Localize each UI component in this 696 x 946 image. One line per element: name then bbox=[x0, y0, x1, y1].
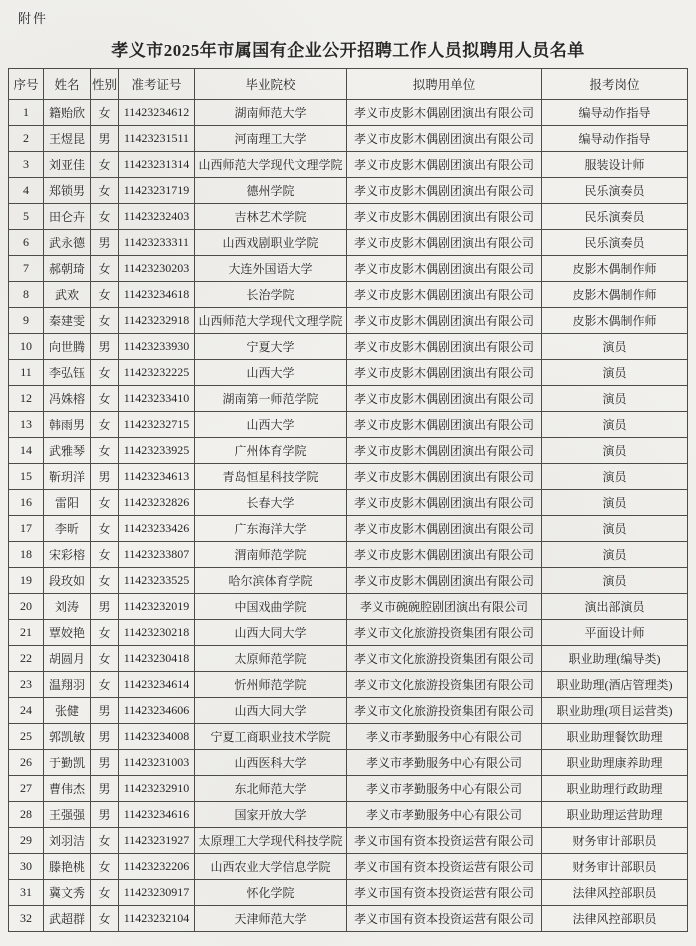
cell-school: 湖南师范大学 bbox=[195, 100, 347, 126]
cell-name: 胡圆月 bbox=[44, 646, 91, 672]
cell-no: 15 bbox=[9, 464, 44, 490]
cell-gender: 男 bbox=[91, 334, 119, 360]
cell-no: 18 bbox=[9, 542, 44, 568]
cell-exam-id: 11423232225 bbox=[119, 360, 195, 386]
cell-unit: 孝义市皮影木偶剧团演出有限公司 bbox=[347, 516, 542, 542]
cell-unit: 孝义市皮影木偶剧团演出有限公司 bbox=[347, 308, 542, 334]
cell-no: 7 bbox=[9, 256, 44, 282]
cell-school: 大连外国语大学 bbox=[195, 256, 347, 282]
cell-no: 24 bbox=[9, 698, 44, 724]
table-row bbox=[9, 490, 688, 516]
cell-position: 法律风控部职员 bbox=[542, 906, 688, 932]
cell-school: 山西大同大学 bbox=[195, 620, 347, 646]
cell-name: 雷阳 bbox=[44, 490, 91, 516]
table-row bbox=[9, 854, 688, 880]
cell-position: 职业助理行政助理 bbox=[542, 776, 688, 802]
cell-position: 演员 bbox=[542, 360, 688, 386]
table-row bbox=[9, 646, 688, 672]
cell-unit: 孝义市皮影木偶剧团演出有限公司 bbox=[347, 126, 542, 152]
cell-gender: 女 bbox=[91, 854, 119, 880]
cell-no: 23 bbox=[9, 672, 44, 698]
cell-exam-id: 11423230203 bbox=[119, 256, 195, 282]
cell-exam-id: 11423232715 bbox=[119, 412, 195, 438]
cell-unit: 孝义市皮影木偶剧团演出有限公司 bbox=[347, 360, 542, 386]
table-row bbox=[9, 438, 688, 464]
cell-unit: 孝义市皮影木偶剧团演出有限公司 bbox=[347, 100, 542, 126]
cell-position: 编导动作指导 bbox=[542, 126, 688, 152]
cell-gender: 女 bbox=[91, 282, 119, 308]
cell-school: 中国戏曲学院 bbox=[195, 594, 347, 620]
cell-school: 哈尔滨体育学院 bbox=[195, 568, 347, 594]
cell-unit: 孝义市皮影木偶剧团演出有限公司 bbox=[347, 152, 542, 178]
cell-exam-id: 11423234616 bbox=[119, 802, 195, 828]
table-row bbox=[9, 178, 688, 204]
cell-position: 演员 bbox=[542, 516, 688, 542]
cell-school: 长春大学 bbox=[195, 490, 347, 516]
cell-unit: 孝义市文化旅游投资集团有限公司 bbox=[347, 672, 542, 698]
column-header-name: 姓名 bbox=[44, 69, 91, 100]
cell-unit: 孝义市皮影木偶剧团演出有限公司 bbox=[347, 464, 542, 490]
page-title: 孝义市2025年市属国有企业公开招聘工作人员拟聘用人员名单 bbox=[111, 41, 585, 60]
cell-position: 平面设计师 bbox=[542, 620, 688, 646]
cell-position: 民乐演奏员 bbox=[542, 230, 688, 256]
cell-gender: 女 bbox=[91, 386, 119, 412]
cell-name: 武永德 bbox=[44, 230, 91, 256]
cell-unit: 孝义市皮影木偶剧团演出有限公司 bbox=[347, 178, 542, 204]
column-header-position: 报考岗位 bbox=[542, 69, 688, 100]
cell-exam-id: 11423231314 bbox=[119, 152, 195, 178]
table-row bbox=[9, 256, 688, 282]
cell-unit: 孝义市皮影木偶剧团演出有限公司 bbox=[347, 282, 542, 308]
cell-exam-id: 11423233426 bbox=[119, 516, 195, 542]
table-row bbox=[9, 906, 688, 932]
cell-exam-id: 11423233311 bbox=[119, 230, 195, 256]
cell-no: 8 bbox=[9, 282, 44, 308]
cell-unit: 孝义市文化旅游投资集团有限公司 bbox=[347, 698, 542, 724]
cell-no: 9 bbox=[9, 308, 44, 334]
cell-gender: 女 bbox=[91, 360, 119, 386]
cell-exam-id: 11423233807 bbox=[119, 542, 195, 568]
cell-school: 吉林艺术学院 bbox=[195, 204, 347, 230]
cell-gender: 女 bbox=[91, 490, 119, 516]
cell-school: 天津师范大学 bbox=[195, 906, 347, 932]
cell-position: 民乐演奏员 bbox=[542, 178, 688, 204]
cell-name: 刘羽洁 bbox=[44, 828, 91, 854]
cell-school: 湖南第一师范学院 bbox=[195, 386, 347, 412]
cell-no: 28 bbox=[9, 802, 44, 828]
cell-exam-id: 11423230917 bbox=[119, 880, 195, 906]
cell-name: 曹伟杰 bbox=[44, 776, 91, 802]
cell-position: 财务审计部职员 bbox=[542, 854, 688, 880]
cell-unit: 孝义市皮影木偶剧团演出有限公司 bbox=[347, 412, 542, 438]
cell-gender: 女 bbox=[91, 672, 119, 698]
cell-exam-id: 11423232403 bbox=[119, 204, 195, 230]
cell-gender: 男 bbox=[91, 776, 119, 802]
cell-gender: 男 bbox=[91, 126, 119, 152]
cell-position: 皮影木偶制作师 bbox=[542, 308, 688, 334]
cell-unit: 孝义市皮影木偶剧团演出有限公司 bbox=[347, 490, 542, 516]
cell-exam-id: 11423232910 bbox=[119, 776, 195, 802]
cell-school: 广东海洋大学 bbox=[195, 516, 347, 542]
cell-unit: 孝义市皮影木偶剧团演出有限公司 bbox=[347, 230, 542, 256]
cell-gender: 女 bbox=[91, 308, 119, 334]
cell-no: 21 bbox=[9, 620, 44, 646]
cell-unit: 孝义市文化旅游投资集团有限公司 bbox=[347, 620, 542, 646]
cell-unit: 孝义市孝勤服务中心有限公司 bbox=[347, 802, 542, 828]
cell-unit: 孝义市皮影木偶剧团演出有限公司 bbox=[347, 256, 542, 282]
cell-no: 10 bbox=[9, 334, 44, 360]
cell-exam-id: 11423232206 bbox=[119, 854, 195, 880]
cell-gender: 女 bbox=[91, 412, 119, 438]
column-header-exam-id: 准考证号 bbox=[119, 69, 195, 100]
cell-position: 皮影木偶制作师 bbox=[542, 282, 688, 308]
cell-exam-id: 11423230218 bbox=[119, 620, 195, 646]
cell-position: 法律风控部职员 bbox=[542, 880, 688, 906]
cell-unit: 孝义市孝勤服务中心有限公司 bbox=[347, 776, 542, 802]
cell-name: 刘涛 bbox=[44, 594, 91, 620]
cell-school: 太原理工大学现代科技学院 bbox=[195, 828, 347, 854]
cell-name: 郝朝琦 bbox=[44, 256, 91, 282]
cell-position: 职业助理运营助理 bbox=[542, 802, 688, 828]
table-row bbox=[9, 308, 688, 334]
cell-school: 怀化学院 bbox=[195, 880, 347, 906]
cell-name: 李弘钰 bbox=[44, 360, 91, 386]
table-row bbox=[9, 334, 688, 360]
cell-position: 编导动作指导 bbox=[542, 100, 688, 126]
cell-name: 滕艳桃 bbox=[44, 854, 91, 880]
cell-exam-id: 11423234613 bbox=[119, 464, 195, 490]
cell-exam-id: 11423234008 bbox=[119, 724, 195, 750]
cell-exam-id: 11423231719 bbox=[119, 178, 195, 204]
table-header bbox=[9, 69, 688, 100]
cell-no: 22 bbox=[9, 646, 44, 672]
cell-no: 25 bbox=[9, 724, 44, 750]
table-row bbox=[9, 698, 688, 724]
cell-school: 山西大学 bbox=[195, 360, 347, 386]
cell-name: 冯姝榕 bbox=[44, 386, 91, 412]
cell-gender: 女 bbox=[91, 620, 119, 646]
cell-gender: 女 bbox=[91, 204, 119, 230]
cell-school: 河南理工大学 bbox=[195, 126, 347, 152]
cell-position: 职业助理(项目运营类) bbox=[542, 698, 688, 724]
table-row bbox=[9, 204, 688, 230]
cell-school: 长治学院 bbox=[195, 282, 347, 308]
cell-no: 1 bbox=[9, 100, 44, 126]
column-header-no: 序号 bbox=[9, 69, 44, 100]
cell-name: 王强强 bbox=[44, 802, 91, 828]
cell-no: 12 bbox=[9, 386, 44, 412]
cell-exam-id: 11423233925 bbox=[119, 438, 195, 464]
cell-school: 山西师范大学现代文理学院 bbox=[195, 308, 347, 334]
cell-unit: 孝义市皮影木偶剧团演出有限公司 bbox=[347, 386, 542, 412]
table-row bbox=[9, 620, 688, 646]
cell-gender: 男 bbox=[91, 698, 119, 724]
cell-position: 演出部演员 bbox=[542, 594, 688, 620]
cell-name: 武欢 bbox=[44, 282, 91, 308]
cell-unit: 孝义市皮影木偶剧团演出有限公司 bbox=[347, 334, 542, 360]
table-row bbox=[9, 126, 688, 152]
cell-gender: 男 bbox=[91, 230, 119, 256]
cell-gender: 女 bbox=[91, 880, 119, 906]
cell-exam-id: 11423231003 bbox=[119, 750, 195, 776]
cell-school: 宁夏大学 bbox=[195, 334, 347, 360]
cell-exam-id: 11423230418 bbox=[119, 646, 195, 672]
cell-no: 32 bbox=[9, 906, 44, 932]
cell-name: 于勤凯 bbox=[44, 750, 91, 776]
cell-exam-id: 11423233410 bbox=[119, 386, 195, 412]
cell-school: 青岛恒星科技学院 bbox=[195, 464, 347, 490]
table-row bbox=[9, 360, 688, 386]
table-row bbox=[9, 776, 688, 802]
cell-exam-id: 11423233525 bbox=[119, 568, 195, 594]
cell-name: 秦建雯 bbox=[44, 308, 91, 334]
table-row bbox=[9, 516, 688, 542]
cell-gender: 女 bbox=[91, 646, 119, 672]
cell-exam-id: 11423233930 bbox=[119, 334, 195, 360]
cell-no: 2 bbox=[9, 126, 44, 152]
cell-no: 13 bbox=[9, 412, 44, 438]
cell-no: 31 bbox=[9, 880, 44, 906]
cell-unit: 孝义市国有资本投资运营有限公司 bbox=[347, 880, 542, 906]
cell-no: 4 bbox=[9, 178, 44, 204]
cell-no: 19 bbox=[9, 568, 44, 594]
cell-no: 14 bbox=[9, 438, 44, 464]
cell-unit: 孝义市碗碗腔剧团演出有限公司 bbox=[347, 594, 542, 620]
cell-school: 宁夏工商职业技术学院 bbox=[195, 724, 347, 750]
cell-school: 山西戏剧职业学院 bbox=[195, 230, 347, 256]
cell-exam-id: 11423234614 bbox=[119, 672, 195, 698]
table-row bbox=[9, 802, 688, 828]
cell-gender: 女 bbox=[91, 906, 119, 932]
cell-school: 山西农业大学信息学院 bbox=[195, 854, 347, 880]
cell-unit: 孝义市皮影木偶剧团演出有限公司 bbox=[347, 542, 542, 568]
cell-position: 演员 bbox=[542, 438, 688, 464]
cell-name: 郭凯敏 bbox=[44, 724, 91, 750]
cell-name: 向世腾 bbox=[44, 334, 91, 360]
cell-gender: 男 bbox=[91, 594, 119, 620]
table-row bbox=[9, 880, 688, 906]
cell-school: 山西医科大学 bbox=[195, 750, 347, 776]
cell-unit: 孝义市国有资本投资运营有限公司 bbox=[347, 906, 542, 932]
table-row bbox=[9, 672, 688, 698]
cell-unit: 孝义市文化旅游投资集团有限公司 bbox=[347, 646, 542, 672]
table-row bbox=[9, 568, 688, 594]
cell-name: 韩雨男 bbox=[44, 412, 91, 438]
cell-position: 皮影木偶制作师 bbox=[542, 256, 688, 282]
table-row bbox=[9, 594, 688, 620]
table-row bbox=[9, 412, 688, 438]
cell-no: 20 bbox=[9, 594, 44, 620]
cell-position: 服装设计师 bbox=[542, 152, 688, 178]
cell-name: 武超群 bbox=[44, 906, 91, 932]
cell-no: 30 bbox=[9, 854, 44, 880]
cell-name: 温翔羽 bbox=[44, 672, 91, 698]
cell-unit: 孝义市孝勤服务中心有限公司 bbox=[347, 724, 542, 750]
cell-school: 忻州师范学院 bbox=[195, 672, 347, 698]
cell-no: 5 bbox=[9, 204, 44, 230]
table-body bbox=[9, 100, 688, 932]
cell-name: 刘亚佳 bbox=[44, 152, 91, 178]
cell-gender: 男 bbox=[91, 802, 119, 828]
cell-unit: 孝义市皮影木偶剧团演出有限公司 bbox=[347, 204, 542, 230]
cell-exam-id: 11423234612 bbox=[119, 100, 195, 126]
cell-position: 演员 bbox=[542, 334, 688, 360]
cell-name: 王煜昆 bbox=[44, 126, 91, 152]
cell-exam-id: 11423232918 bbox=[119, 308, 195, 334]
cell-position: 职业助理(编导类) bbox=[542, 646, 688, 672]
cell-no: 16 bbox=[9, 490, 44, 516]
cell-exam-id: 11423232104 bbox=[119, 906, 195, 932]
cell-name: 郑锁男 bbox=[44, 178, 91, 204]
cell-name: 宋彩榕 bbox=[44, 542, 91, 568]
column-header-school: 毕业院校 bbox=[195, 69, 347, 100]
cell-gender: 女 bbox=[91, 256, 119, 282]
cell-school: 广州体育学院 bbox=[195, 438, 347, 464]
cell-no: 11 bbox=[9, 360, 44, 386]
cell-gender: 女 bbox=[91, 542, 119, 568]
cell-position: 演员 bbox=[542, 412, 688, 438]
table-row bbox=[9, 152, 688, 178]
cell-position: 职业助理餐饮助理 bbox=[542, 724, 688, 750]
cell-no: 26 bbox=[9, 750, 44, 776]
table-row bbox=[9, 542, 688, 568]
cell-no: 3 bbox=[9, 152, 44, 178]
cell-position: 职业助理(酒店管理类) bbox=[542, 672, 688, 698]
table-row bbox=[9, 230, 688, 256]
cell-exam-id: 11423231511 bbox=[119, 126, 195, 152]
cell-exam-id: 11423232826 bbox=[119, 490, 195, 516]
cell-gender: 男 bbox=[91, 750, 119, 776]
cell-exam-id: 11423231927 bbox=[119, 828, 195, 854]
cell-position: 民乐演奏员 bbox=[542, 204, 688, 230]
cell-name: 武雅琴 bbox=[44, 438, 91, 464]
cell-school: 东北师范大学 bbox=[195, 776, 347, 802]
cell-name: 田仑卉 bbox=[44, 204, 91, 230]
cell-name: 冀文秀 bbox=[44, 880, 91, 906]
cell-no: 6 bbox=[9, 230, 44, 256]
cell-gender: 女 bbox=[91, 178, 119, 204]
table-row bbox=[9, 750, 688, 776]
cell-unit: 孝义市皮影木偶剧团演出有限公司 bbox=[347, 438, 542, 464]
cell-gender: 女 bbox=[91, 100, 119, 126]
cell-school: 渭南师范学院 bbox=[195, 542, 347, 568]
cell-school: 太原师范学院 bbox=[195, 646, 347, 672]
column-header-gender: 性别 bbox=[91, 69, 119, 100]
cell-gender: 女 bbox=[91, 152, 119, 178]
cell-name: 张健 bbox=[44, 698, 91, 724]
column-header-unit: 拟聘用单位 bbox=[347, 69, 542, 100]
cell-no: 17 bbox=[9, 516, 44, 542]
cell-school: 山西大同大学 bbox=[195, 698, 347, 724]
cell-gender: 女 bbox=[91, 828, 119, 854]
table-row bbox=[9, 828, 688, 854]
cell-school: 德州学院 bbox=[195, 178, 347, 204]
cell-no: 29 bbox=[9, 828, 44, 854]
cell-no: 27 bbox=[9, 776, 44, 802]
cell-unit: 孝义市孝勤服务中心有限公司 bbox=[347, 750, 542, 776]
recruitment-roster-table bbox=[8, 68, 688, 932]
cell-school: 山西师范大学现代文理学院 bbox=[195, 152, 347, 178]
attachment-label: 附件 bbox=[18, 11, 49, 26]
cell-position: 职业助理康养助理 bbox=[542, 750, 688, 776]
cell-gender: 女 bbox=[91, 568, 119, 594]
cell-position: 演员 bbox=[542, 464, 688, 490]
cell-position: 演员 bbox=[542, 490, 688, 516]
cell-name: 段玫如 bbox=[44, 568, 91, 594]
cell-unit: 孝义市皮影木偶剧团演出有限公司 bbox=[347, 568, 542, 594]
cell-gender: 男 bbox=[91, 464, 119, 490]
table-row bbox=[9, 386, 688, 412]
cell-exam-id: 11423234606 bbox=[119, 698, 195, 724]
cell-name: 李昕 bbox=[44, 516, 91, 542]
cell-exam-id: 11423232019 bbox=[119, 594, 195, 620]
cell-school: 山西大学 bbox=[195, 412, 347, 438]
table-row bbox=[9, 724, 688, 750]
table-header-row bbox=[9, 69, 688, 100]
cell-name: 靳玥洋 bbox=[44, 464, 91, 490]
cell-gender: 男 bbox=[91, 724, 119, 750]
table-row bbox=[9, 100, 688, 126]
cell-school: 国家开放大学 bbox=[195, 802, 347, 828]
table-row bbox=[9, 282, 688, 308]
cell-position: 财务审计部职员 bbox=[542, 828, 688, 854]
cell-unit: 孝义市国有资本投资运营有限公司 bbox=[347, 854, 542, 880]
cell-unit: 孝义市国有资本投资运营有限公司 bbox=[347, 828, 542, 854]
cell-exam-id: 11423234618 bbox=[119, 282, 195, 308]
cell-position: 演员 bbox=[542, 386, 688, 412]
cell-position: 演员 bbox=[542, 542, 688, 568]
cell-gender: 女 bbox=[91, 516, 119, 542]
cell-name: 籍贻欣 bbox=[44, 100, 91, 126]
cell-gender: 女 bbox=[91, 438, 119, 464]
cell-position: 演员 bbox=[542, 568, 688, 594]
cell-name: 覃姣艳 bbox=[44, 620, 91, 646]
table-row bbox=[9, 464, 688, 490]
